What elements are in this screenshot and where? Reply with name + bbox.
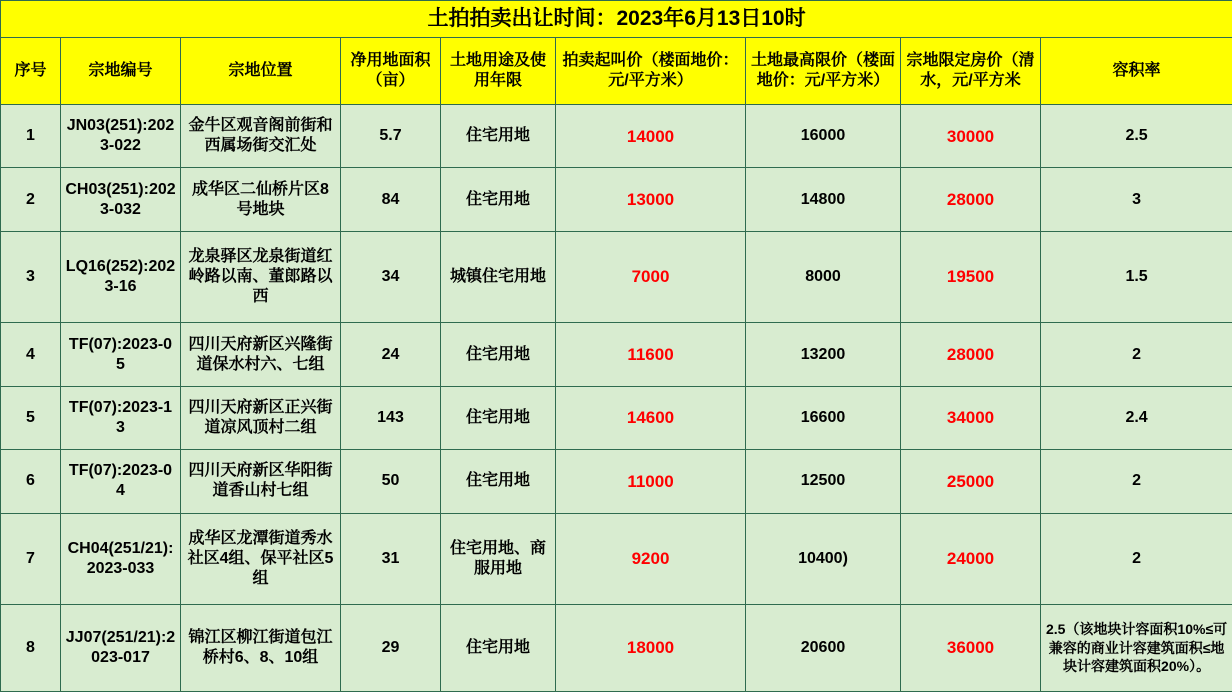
cell-location: 四川天府新区正兴街道凉风顶村二组 <box>181 386 341 449</box>
cell-ratio: 2 <box>1041 323 1232 386</box>
table-row <box>1 450 1232 513</box>
cell-seq: 5 <box>1 386 61 449</box>
cell-location: 金牛区观音阁前街和西属场街交汇处 <box>181 105 341 168</box>
cell-max-price: 20600 <box>746 605 901 692</box>
column-header-seq: 序号 <box>1 38 61 105</box>
cell-code: CH04(251/21):2023-033 <box>61 513 181 605</box>
cell-area: 31 <box>341 513 441 605</box>
cell-area: 24 <box>341 323 441 386</box>
cell-ratio: 2 <box>1041 513 1232 605</box>
cell-start-price: 11000 <box>556 450 746 513</box>
cell-code: TF(07):2023-05 <box>61 323 181 386</box>
cell-start-price: 14000 <box>556 105 746 168</box>
table-row <box>1 105 1232 168</box>
cell-max-price: 8000 <box>746 231 901 323</box>
cell-ratio: 2.5（该地块计容面积10%≤可兼容的商业计容建筑面积≤地块计容建筑面积20%）。 <box>1041 605 1232 692</box>
cell-max-price: 14800 <box>746 168 901 231</box>
cell-ratio: 2.5 <box>1041 105 1232 168</box>
table-row <box>1 323 1232 386</box>
cell-start-price: 9200 <box>556 513 746 605</box>
table-row <box>1 513 1232 605</box>
cell-location: 成华区二仙桥片区8号地块 <box>181 168 341 231</box>
cell-seq: 7 <box>1 513 61 605</box>
cell-seq: 4 <box>1 323 61 386</box>
table-header-row <box>1 38 1232 105</box>
cell-seq: 2 <box>1 168 61 231</box>
table-row <box>1 386 1232 449</box>
cell-house-price: 25000 <box>901 450 1041 513</box>
table-title-row <box>1 1 1232 38</box>
cell-seq: 3 <box>1 231 61 323</box>
cell-code: TF(07):2023-04 <box>61 450 181 513</box>
cell-use: 住宅用地 <box>441 168 556 231</box>
cell-max-price: 16000 <box>746 105 901 168</box>
cell-area: 5.7 <box>341 105 441 168</box>
column-header-start-price: 拍卖起叫价（楼面地价：元/平方米） <box>556 38 746 105</box>
cell-start-price: 18000 <box>556 605 746 692</box>
cell-area: 143 <box>341 386 441 449</box>
cell-house-price: 19500 <box>901 231 1041 323</box>
cell-area: 84 <box>341 168 441 231</box>
column-header-location: 宗地位置 <box>181 38 341 105</box>
cell-start-price: 13000 <box>556 168 746 231</box>
cell-house-price: 28000 <box>901 168 1041 231</box>
cell-location: 四川天府新区华阳街道香山村七组 <box>181 450 341 513</box>
cell-house-price: 30000 <box>901 105 1041 168</box>
cell-start-price: 7000 <box>556 231 746 323</box>
column-header-code: 宗地编号 <box>61 38 181 105</box>
cell-house-price: 36000 <box>901 605 1041 692</box>
cell-area: 29 <box>341 605 441 692</box>
cell-use: 住宅用地 <box>441 450 556 513</box>
cell-seq: 6 <box>1 450 61 513</box>
cell-location: 成华区龙潭街道秀水社区4组、保平社区5组 <box>181 513 341 605</box>
cell-location: 四川天府新区兴隆街道保水村六、七组 <box>181 323 341 386</box>
cell-code: JN03(251):2023-022 <box>61 105 181 168</box>
cell-use: 城镇住宅用地 <box>441 231 556 323</box>
table-row <box>1 168 1232 231</box>
cell-max-price: 12500 <box>746 450 901 513</box>
column-header-use: 土地用途及使用年限 <box>441 38 556 105</box>
cell-code: CH03(251):2023-032 <box>61 168 181 231</box>
cell-seq: 8 <box>1 605 61 692</box>
cell-area: 34 <box>341 231 441 323</box>
cell-seq: 1 <box>1 105 61 168</box>
cell-use: 住宅用地 <box>441 605 556 692</box>
cell-max-price: 16600 <box>746 386 901 449</box>
cell-ratio: 3 <box>1041 168 1232 231</box>
cell-code: TF(07):2023-13 <box>61 386 181 449</box>
cell-max-price: 13200 <box>746 323 901 386</box>
cell-code: JJ07(251/21):2023-017 <box>61 605 181 692</box>
cell-use: 住宅用地 <box>441 105 556 168</box>
cell-location: 锦江区柳江街道包江桥村6、8、10组 <box>181 605 341 692</box>
cell-use: 住宅用地 <box>441 323 556 386</box>
cell-ratio: 2 <box>1041 450 1232 513</box>
cell-ratio: 2.4 <box>1041 386 1232 449</box>
cell-use: 住宅用地、商服用地 <box>441 513 556 605</box>
cell-max-price: 10400) <box>746 513 901 605</box>
cell-code: LQ16(252):2023-16 <box>61 231 181 323</box>
cell-location: 龙泉驿区龙泉街道红岭路以南、董郎路以西 <box>181 231 341 323</box>
cell-ratio: 1.5 <box>1041 231 1232 323</box>
page-title: 土拍拍卖出让时间：2023年6月13日10时 <box>1 1 1232 38</box>
cell-house-price: 24000 <box>901 513 1041 605</box>
column-header-max-price: 土地最高限价（楼面地价：元/平方米） <box>746 38 901 105</box>
cell-use: 住宅用地 <box>441 386 556 449</box>
cell-house-price: 34000 <box>901 386 1041 449</box>
column-header-house-price: 宗地限定房价（清水，元/平方米 <box>901 38 1041 105</box>
cell-house-price: 28000 <box>901 323 1041 386</box>
cell-start-price: 11600 <box>556 323 746 386</box>
column-header-ratio: 容积率 <box>1041 38 1232 105</box>
column-header-area: 净用地面积（亩） <box>341 38 441 105</box>
cell-area: 50 <box>341 450 441 513</box>
table-row <box>1 231 1232 323</box>
cell-start-price: 14600 <box>556 386 746 449</box>
table-row <box>1 605 1232 692</box>
